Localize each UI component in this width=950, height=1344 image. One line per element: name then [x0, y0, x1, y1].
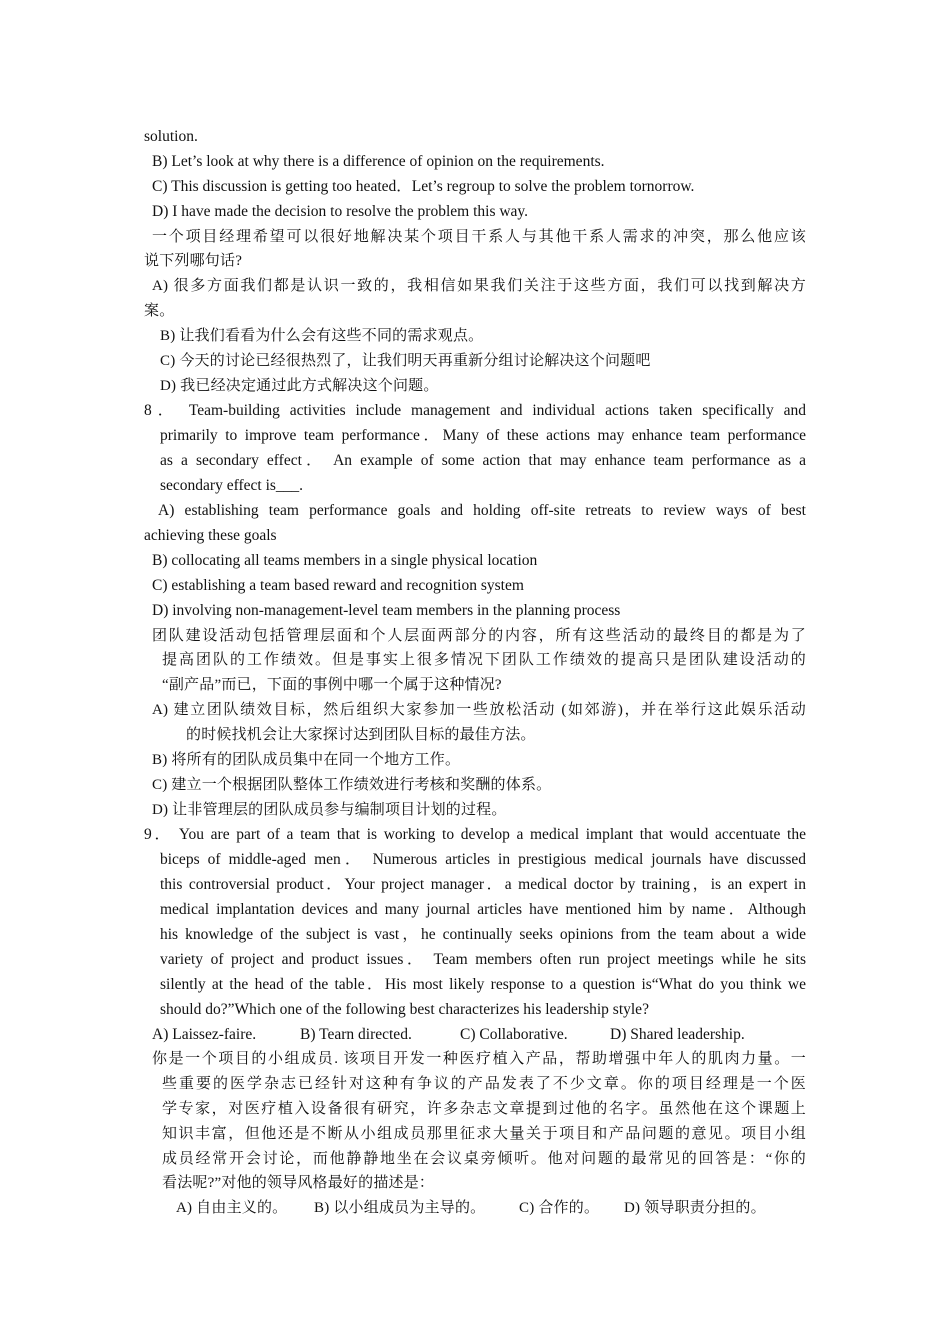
- question-9-line: silently at the head of the table．His most likely response to a question is“What do you think we: [160, 976, 806, 993]
- chinese-option-b: B) 将所有的团队成员集中在同一个地方工作。: [152, 752, 461, 768]
- chinese-question-cont: 知识丰富，但他还是不断从小组成员那里征求大量关于项目和产品问题的意见。项目小组: [162, 1126, 806, 1142]
- question-9-line: his knowledge of the subject is vast，he continually seeks opinions from the team about a wide: [160, 926, 806, 943]
- question-9-line: medical implantation devices and many journal articles have mentioned him by name．Although: [160, 901, 806, 918]
- q9-options-en: [152, 1025, 745, 1045]
- chinese-option-a: A) 建立团队绩效目标，然后组织大家参加一些放松活动 (如郊游)，并在举行这此娱乐活动: [152, 702, 806, 718]
- chinese-question-cont: 提高团队的工作绩效。但是事实上很多情况下团队工作绩效的提高只是团队建设活动的: [162, 652, 806, 668]
- chinese-option-a: A) 很多方面我们都是认识一致的，我相信如果我们关注于这些方面，我们可以找到解决方: [152, 278, 806, 294]
- chinese-option-b: B) 让我们看看为什么会有这些不同的需求观点。: [160, 328, 484, 344]
- option-a: A) Laissez-faire.: [152, 1026, 257, 1043]
- question-9-line: this controversial product．Your project manager．a medical doctor by training，is an expert in: [160, 876, 806, 893]
- question-9-line: variety of project and product issues． Team members often run project meetings while he sits: [160, 951, 806, 968]
- question-8: 8． Team-building activities include management and individual actions taken specifically and: [144, 402, 806, 419]
- question-9-line: biceps of middle-aged men． Numerous articles in prestigious medical journals have discussed: [160, 851, 806, 868]
- question-9: 9． You are part of a team that is working to develop a medical implant that would accentuate the: [144, 826, 806, 843]
- chinese-question: 你是一个项目的小组成员. 该项目开发一种医疗植入产品，帮助增强中年人的肌肉力量。一: [152, 1051, 806, 1067]
- option-b: B) Tearn directed.: [300, 1026, 412, 1043]
- chinese-question-cont: 看法呢?”对他的领导风格最好的描述是：: [162, 1175, 435, 1191]
- chinese-question: 团队建设活动包括管理层面和个人层面两部分的内容，所有这些活动的最终目的都是为了: [152, 628, 806, 644]
- chinese-option-a-cont: 的时候找机会让大家探讨达到团队目标的最佳方法。: [186, 727, 536, 743]
- option-c: C) establishing a team based reward and recognition system: [152, 577, 524, 594]
- chinese-option-d: D) 让非管理层的团队成员参与编制项目计划的过程。: [152, 802, 507, 818]
- chinese-question-cont: 说下列哪句话?: [144, 253, 243, 269]
- chinese-option-b: B) 以小组成员为主导的。: [314, 1200, 486, 1216]
- question-8-line: primarily to improve team performance．Many of these actions may enhance team performance: [160, 427, 806, 444]
- chinese-question: 一个项目经理希望可以很好地解决某个项目干系人与其他干系人需求的冲突，那么他应该: [152, 229, 806, 245]
- option-a: A) establishing team performance goals and holding off-site retreats to review ways of best: [158, 502, 806, 519]
- chinese-question-cont: “副产品”而已，下面的事例中哪一个属于这种情况?: [162, 677, 502, 693]
- option-d: D) involving non-management-level team members in the planning process: [152, 602, 621, 619]
- option-b: B) collocating all teams members in a single physical location: [152, 552, 538, 569]
- chinese-question-cont: 成员经常开会讨论，而他静静地坐在会议桌旁倾听。他对问题的最常见的回答是：“你的: [162, 1151, 806, 1167]
- chinese-option-a-cont: 案。: [144, 303, 175, 319]
- option-d: D) Shared leadership.: [610, 1026, 745, 1043]
- option-b: B) Let’s look at why there is a difference of opinion on the requirements.: [152, 153, 605, 170]
- option-c: C) This discussion is getting too heated．Let’s regroup to solve the problem tornorrow.: [152, 178, 695, 195]
- chinese-option-c: C) 建立一个根据团队整体工作绩效进行考核和奖酬的体系。: [152, 777, 552, 793]
- text-line: solution.: [144, 128, 198, 145]
- chinese-question-cont: 些重要的医学杂志已经针对这种有争议的产品发表了不少文章。你的项目经理是一个医: [162, 1076, 806, 1092]
- option-d: D) I have made the decision to resolve the problem this way.: [152, 203, 529, 220]
- chinese-option-c: C) 今天的讨论已经很热烈了，让我们明天再重新分组讨论解决这个问题吧: [160, 353, 651, 369]
- option-a-cont: achieving these goals: [144, 527, 277, 544]
- question-9-line: should do?”Which one of the following best characterizes his leadership style?: [160, 1001, 649, 1018]
- q9-options-cn: [176, 1198, 766, 1218]
- chinese-option-d: D) 我已经决定通过此方式解决这个问题。: [160, 378, 439, 394]
- option-c: C) Collaborative.: [460, 1026, 568, 1043]
- chinese-option-c: C) 合作的。: [519, 1200, 600, 1216]
- chinese-option-d: D) 领导职责分担的。: [624, 1200, 766, 1216]
- chinese-option-a: A) 自由主义的。: [176, 1200, 288, 1216]
- question-8-line: secondary effect is___.: [160, 477, 304, 494]
- question-8-line: as a secondary effect． An example of some action that may enhance team performance as a: [160, 452, 806, 469]
- chinese-question-cont: 学专家，对医疗植入设备很有研究，许多杂志文章提到过他的名字。虽然他在这个课题上: [162, 1101, 806, 1117]
